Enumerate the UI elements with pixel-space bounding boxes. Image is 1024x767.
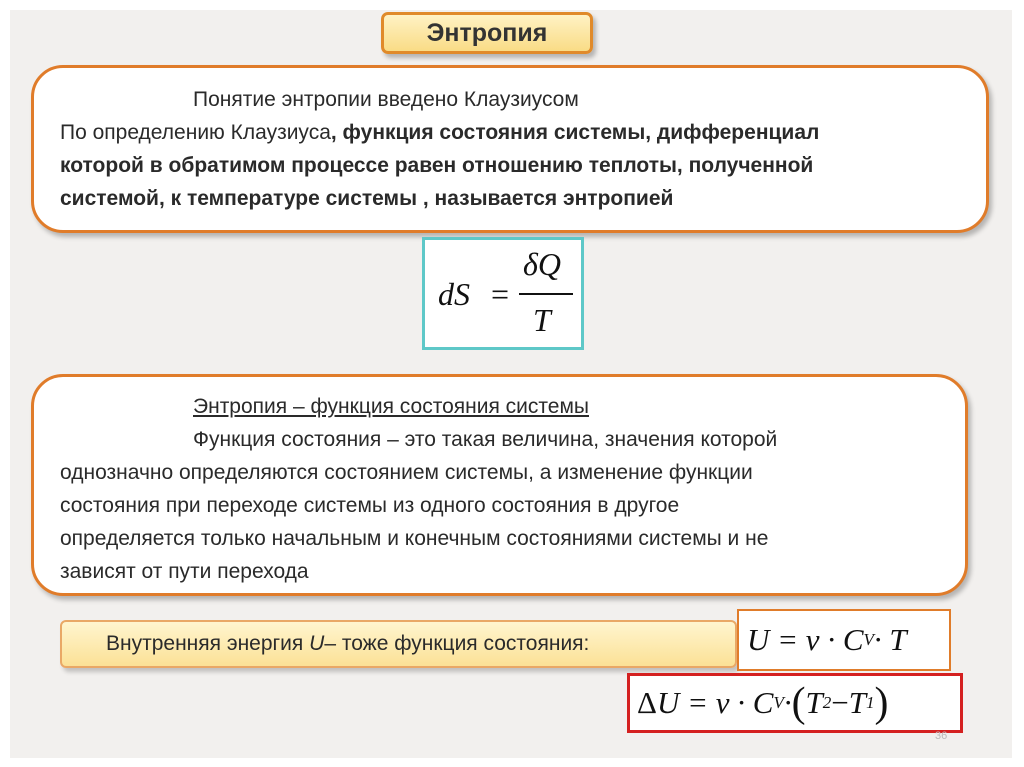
formula-ds-equals: = [491,276,510,312]
formula-du-mid: · [783,685,792,720]
internal-energy-var: U [309,632,325,655]
state-function-heading: Энтропия – функция состояния системы [193,395,589,418]
formula-du-t1: T [848,685,867,720]
formula-du-t1-sub: 1 [866,693,875,712]
slide-title: Энтропия [381,12,593,54]
internal-energy-banner [60,620,737,668]
formula-ds-denominator: T [533,302,551,338]
state-function-line-1: Функция состояния – это такая величина, значения которой [193,428,778,451]
definition-line-2-bold: , функция состояния системы, дифференциал [330,121,820,144]
page-number: 36 [935,730,948,742]
definition-line-3: которой в обратимом процессе равен отношению теплоты, полученной [60,154,814,177]
formula-du-sub: V [773,693,784,712]
internal-energy-post: – тоже функция состояния: [324,632,590,655]
internal-energy-pre: Внутренняя энергия [106,632,304,655]
formula-du-delta: Δ [637,685,657,720]
formula-ds-numerator: δQ [523,246,561,282]
fraction-bar [519,293,573,295]
formula-du-t2: T [805,685,823,720]
state-function-line-5: зависят от пути перехода [60,560,309,583]
formula-u-tail: · T [873,622,907,657]
formula-du-minus: − [831,685,849,720]
state-function-line-3: состояния при переходе системы из одного состояния в другое [60,494,680,517]
entropy-formula [422,237,584,350]
formula-du-lhs: U = ν · C [656,685,774,720]
internal-energy-change-formula: Δ U = ν · C V · ( T 2 − T 1 ) [627,673,963,733]
definition-box [31,65,989,233]
definition-line-2-normal: По определению Клаузиуса [60,121,331,144]
formula-u-text: U = ν · C [747,622,864,657]
state-function-box [31,374,968,596]
state-function-line-4: определяется только начальным и конечным состояниями системы и не [60,527,769,550]
formula-u-sub: V [863,630,874,649]
internal-energy-formula [737,609,951,671]
definition-line-1: Понятие энтропии введено Клаузиусом [193,88,579,111]
definition-line-4: системой, к температуре системы , называется энтропией [60,187,674,210]
formula-ds-left: dS [438,276,470,312]
state-function-line-2: однозначно определяются состоянием системы, а изменение функции [60,461,753,484]
formula-du-t2-sub: 2 [822,693,832,712]
definition-line-2 [60,116,966,149]
